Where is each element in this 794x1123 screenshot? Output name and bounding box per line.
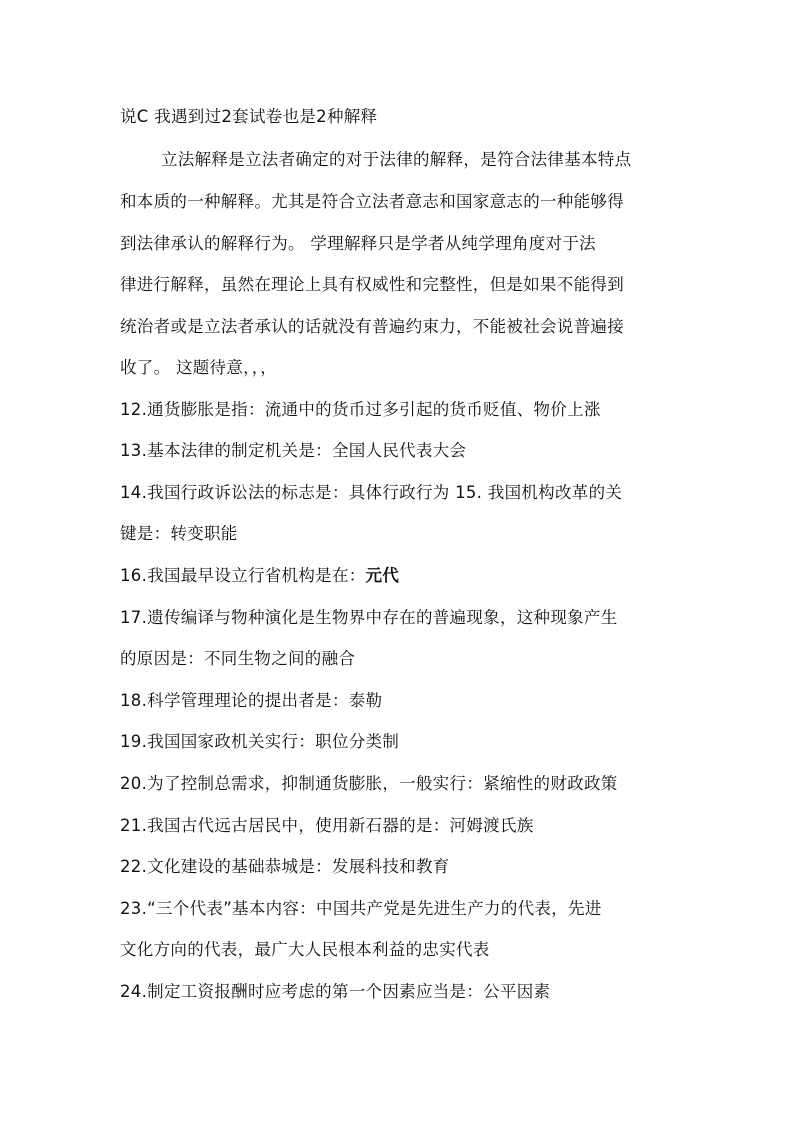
text-line-paragraph <box>161 149 631 171</box>
text-line-item-23 <box>120 898 602 920</box>
text-segment: 收了。 这题待意，，， <box>120 358 278 377</box>
text-line-item-14 <box>120 482 622 504</box>
text-segment: 统治者或是立法者承认的话就没有普遍约束力，不能被社会说普遍接 <box>120 317 624 336</box>
text-segment: 24.制定工资报酬时应考虑的第一个因素应当是：公平因素 <box>120 982 551 1001</box>
text-line-item-17 <box>120 607 618 629</box>
text-segment: 22.文化建设的基础恭城是：发展科技和教育 <box>120 857 450 876</box>
text-segment: 立法解释是立法者确定的对于法律的解释，是符合法律基本特点 <box>161 150 632 169</box>
text-line-item-13 <box>120 440 466 462</box>
text-segment: 说C 我遇到过2套试卷也是2种解释 <box>120 107 378 126</box>
text-line-item-22 <box>120 856 450 878</box>
text-line-item-23-cont <box>120 939 490 961</box>
text-line-item-15-cont <box>120 523 238 545</box>
text-segment: 12.通货膨胀是指：流通中的货币过多引起的货币贬值、物价上涨 <box>120 400 601 419</box>
text-segment: 和本质的一种解释。尤其是符合立法者意志和国家意志的一种能够得 <box>120 192 624 211</box>
text-segment: 键是：转变职能 <box>120 524 238 543</box>
text-segment: 16.我国最早设立行省机构是在： <box>120 566 366 585</box>
text-line-paragraph <box>120 233 596 255</box>
text-line-item-24 <box>120 981 550 1003</box>
bold-answer: 元代 <box>365 566 400 585</box>
text-line-item-17-cont <box>120 648 355 670</box>
text-line-paragraph <box>120 191 624 213</box>
text-segment: 文化方向的代表，最广大人民根本利益的忠实代表 <box>120 940 490 959</box>
text-segment: 21.我国古代远古居民中，使用新石器的是：河姆渡氏族 <box>120 816 534 835</box>
text-line-item-12 <box>120 399 601 421</box>
text-segment: 17.遗传编译与物种演化是生物界中存在的普遍现象，这种现象产生 <box>120 608 618 627</box>
text-segment: 14.我国行政诉讼法的标志是：具体行政行为 15. 我国机构改革的关 <box>120 483 623 502</box>
text-line-item-20 <box>120 773 618 795</box>
text-line-item-19 <box>120 731 399 753</box>
text-line-paragraph <box>120 274 624 296</box>
text-segment: 19.我国国家政机关实行：职位分类制 <box>120 732 400 751</box>
text-line-item-18 <box>120 690 382 712</box>
text-segment: 13.基本法律的制定机关是：全国人民代表大会 <box>120 441 467 460</box>
text-line-paragraph <box>120 357 277 379</box>
text-segment: 18.科学管理理论的提出者是：泰勒 <box>120 691 383 710</box>
text-segment: 到法律承认的解释行为。 学理解释只是学者从纯学理角度对于法 <box>120 234 596 253</box>
text-line-item-21 <box>120 815 534 837</box>
text-line-paragraph <box>120 316 624 338</box>
text-segment: 律进行解释，虽然在理论上具有权威性和完整性，但是如果不能得到 <box>120 275 624 294</box>
text-segment: 20.为了控制总需求，抑制通货膨胀，一般实行：紧缩性的财政政策 <box>120 774 618 793</box>
text-segment: 的原因是：不同生物之间的融合 <box>120 649 356 668</box>
text-segment: 23.“三个代表”基本内容：中国共产党是先进生产力的代表，先进 <box>120 899 602 918</box>
text-line-intro <box>120 106 377 128</box>
text-line-item-16 <box>120 565 399 587</box>
